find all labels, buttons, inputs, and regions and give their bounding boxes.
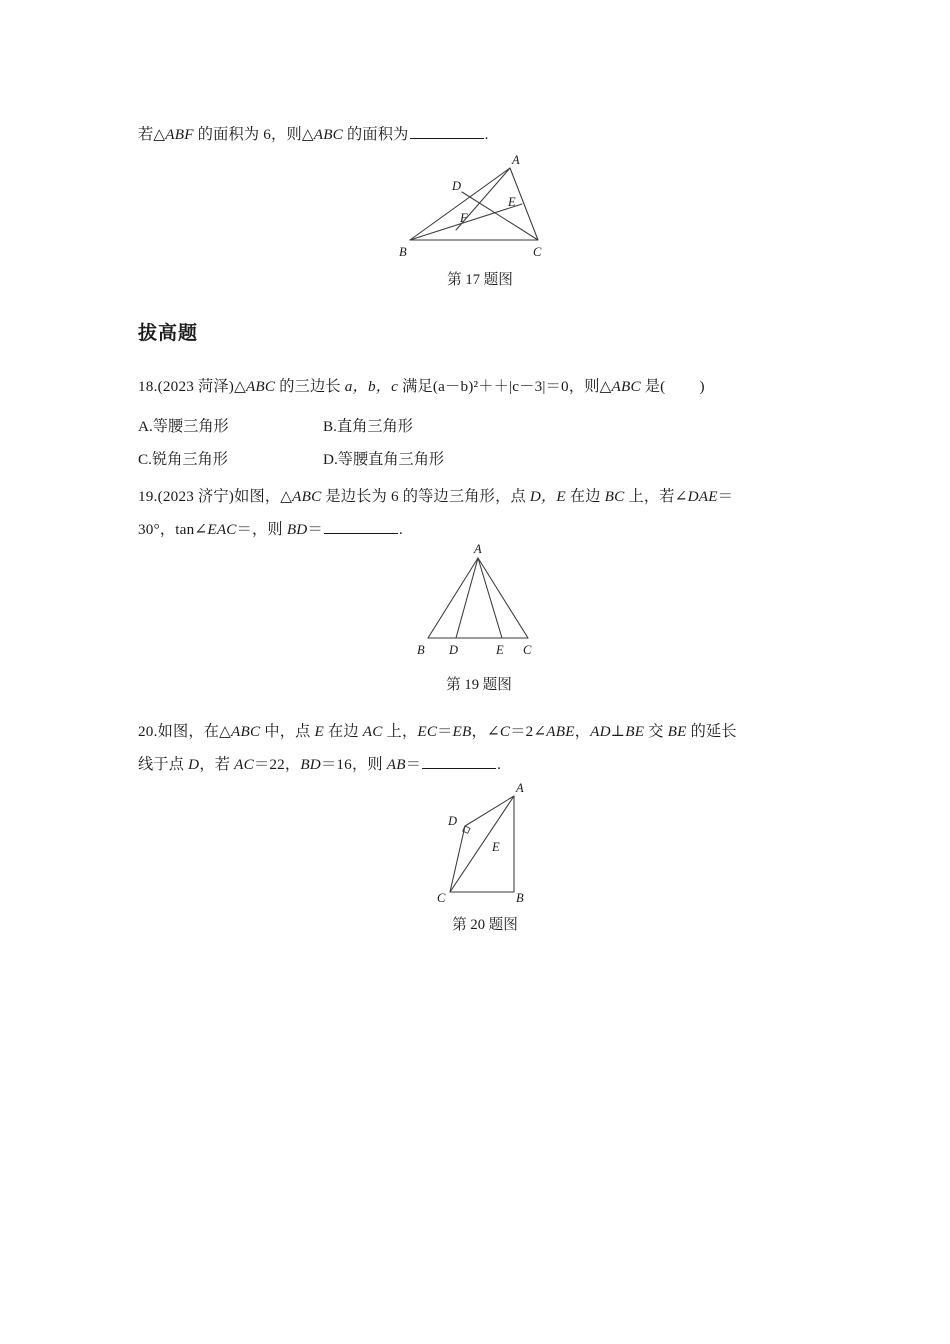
q18-stem-5: 是( [640, 378, 666, 395]
q17-figure [390, 152, 570, 260]
q18-option-b[interactable] [323, 418, 413, 435]
q18-option-a-label: 等腰三角形 [152, 418, 229, 435]
section-title-advanced: 拔高题 [138, 323, 199, 344]
q17-text-mid: 的面积为 6，则△ [193, 126, 314, 143]
label-E: E [508, 195, 516, 209]
q18-number: 18. [138, 378, 158, 395]
q19-line2-period: . [398, 521, 403, 538]
q18-option-d[interactable] [323, 451, 444, 468]
q17-figure-svg [390, 152, 570, 260]
q20-line1-i: 的延长 [686, 723, 737, 740]
q20-point-d: D [188, 756, 200, 773]
q17-text-suffix: 的面积为 [343, 126, 409, 143]
q18-option-b-key: B. [323, 418, 337, 435]
label-B: B [516, 891, 524, 904]
segment-AD [465, 796, 514, 826]
q20-eq2: ＝2∠ [510, 723, 547, 740]
q19-segment-bd: BD [286, 521, 308, 538]
q20-line2-period: . [497, 756, 502, 773]
q17-stem-line [138, 118, 489, 151]
q20-triangle-abc: ABC [231, 723, 261, 740]
q17-text-prefix: 若△ [138, 126, 166, 143]
q17-answer-blank[interactable] [410, 124, 484, 139]
q17-triangle-abf: ABF [165, 126, 194, 143]
q20-line1-h: 交 [644, 723, 668, 740]
q19-line2-a: 30°，tan∠ [138, 521, 208, 538]
q18-source: (2023 菏泽) [157, 378, 235, 395]
label-A: A [516, 781, 524, 795]
q18-triangle-abc: ABC [245, 378, 276, 395]
q18-option-c-key: C. [138, 451, 152, 468]
q18-stem-4: ，则△ [568, 378, 612, 395]
q20-seg-be-2: BE [667, 723, 687, 740]
label-E: E [496, 643, 504, 657]
q18-option-a[interactable] [138, 410, 323, 443]
q20-line2-b: ，若 [199, 756, 235, 773]
label-A: A [474, 542, 482, 556]
label-C: C [533, 245, 542, 259]
q20-line2-eq2: ＝16，则 [320, 756, 387, 773]
q20-perp-symbol: ⊥ [610, 723, 626, 740]
q19-stem-line-2 [138, 513, 403, 546]
q20-eq1: ＝ [437, 723, 453, 740]
label-E: E [492, 840, 500, 854]
q20-line1-d: 上， [382, 723, 418, 740]
q18-stem-1: △ [234, 378, 246, 395]
q19-line2-b: ＝，则 [236, 521, 287, 538]
q20-stem-line-2 [138, 748, 501, 781]
q19-source: (2023 济宁) [157, 488, 235, 505]
q20-number: 20. [138, 723, 158, 740]
segment-AC [450, 796, 514, 892]
q19-line1-c: 在边 [565, 488, 605, 505]
q20-figure-caption: 第 20 题图 [452, 917, 518, 933]
q19-answer-blank[interactable] [324, 519, 398, 534]
q20-angle-abe: ABE [546, 723, 575, 740]
q20-line1-c: 在边 [323, 723, 363, 740]
q19-line2-c: ＝ [307, 521, 323, 538]
segment-CD [462, 192, 538, 240]
label-D: D [449, 643, 459, 657]
segment-AC [478, 558, 528, 638]
q20-line2-a: 线于点 [138, 756, 189, 773]
q18-option-d-label: 等腰直角三角形 [337, 451, 445, 468]
q19-number: 19. [138, 488, 158, 505]
q19-triangle-abc: ABC [292, 488, 322, 505]
q19-line1-e: ＝ [717, 488, 734, 505]
q20-side-ac: AC [362, 723, 383, 740]
q18-option-c-label: 锐角三角形 [151, 451, 228, 468]
q20-angle-c: C [499, 723, 511, 740]
q20-seg-ab: AB [386, 756, 406, 773]
q18-option-b-label: 直角三角形 [336, 418, 413, 435]
q17-period: . [484, 126, 489, 143]
q20-line2-eq3: ＝ [405, 756, 422, 773]
q17-figure-caption: 第 17 题图 [447, 272, 513, 288]
label-D: D [452, 179, 462, 193]
q20-figure-svg [420, 778, 550, 904]
q19-points-de: D，E [529, 488, 566, 505]
label-D: D [448, 814, 458, 828]
q18-option-d-key: D. [323, 451, 338, 468]
q19-line1-b: 是边长为 6 的等边三角形，点 [321, 488, 530, 505]
q18-options-row-1 [138, 410, 413, 443]
segment-DC-extended [450, 826, 465, 892]
q19-angle-eac: EAC [207, 521, 237, 538]
q18-paren-close: ) [699, 378, 705, 395]
q17-triangle-abc: ABC [313, 126, 344, 143]
label-B: B [399, 245, 407, 259]
q20-seg-be: BE [625, 723, 645, 740]
q19-stem-line-1 [138, 480, 733, 513]
q19-line1-d: 上，若∠ [624, 488, 688, 505]
label-F: F [460, 211, 468, 225]
q18-option-a-key: A. [138, 418, 153, 435]
q20-answer-blank[interactable] [422, 754, 496, 769]
q19-figure-svg [404, 538, 554, 660]
segment-AB [428, 558, 478, 638]
q19-figure-caption: 第 19 题图 [446, 677, 512, 693]
q20-seg-ac: AC [234, 756, 254, 773]
segment-AD [456, 558, 478, 638]
label-C: C [523, 643, 532, 657]
q18-stem-2: 的三边长 [275, 378, 345, 395]
q18-stem-3: 满足 [398, 378, 433, 395]
q19-figure [404, 538, 554, 660]
q20-figure [420, 778, 550, 904]
q20-point-e: E [314, 723, 324, 740]
q20-line1-f: ，∠ [471, 723, 500, 740]
label-C: C [437, 891, 446, 904]
q18-triangle-abc-2: ABC [611, 378, 641, 395]
q18-expression: (a－b)²＋＋|c－3|＝0 [432, 378, 569, 395]
q20-line1-a: 如图，在△ [157, 723, 232, 740]
q18-option-c[interactable] [138, 443, 323, 476]
q19-side-bc: BC [604, 488, 625, 505]
q20-seg-ad: AD [590, 723, 611, 740]
q19-angle-dae: DAE [687, 488, 718, 505]
q18-vars: a，b，c [344, 378, 399, 395]
q18-stem-line [138, 370, 705, 403]
q19-line1-a: 如图，△ [234, 488, 293, 505]
q20-line1-g: ， [574, 723, 591, 740]
q20-seg-ec: EC [417, 723, 438, 740]
q20-seg-eb: EB [452, 723, 472, 740]
label-B: B [417, 643, 425, 657]
q20-line1-b: 中，点 [260, 723, 315, 740]
q20-line2-eq1: ＝22， [253, 756, 301, 773]
q20-stem-line-1 [138, 715, 737, 748]
segment-AE [478, 558, 502, 638]
q18-options-row-2 [138, 443, 444, 476]
label-A: A [512, 153, 520, 167]
q20-seg-bd: BD [300, 756, 321, 773]
